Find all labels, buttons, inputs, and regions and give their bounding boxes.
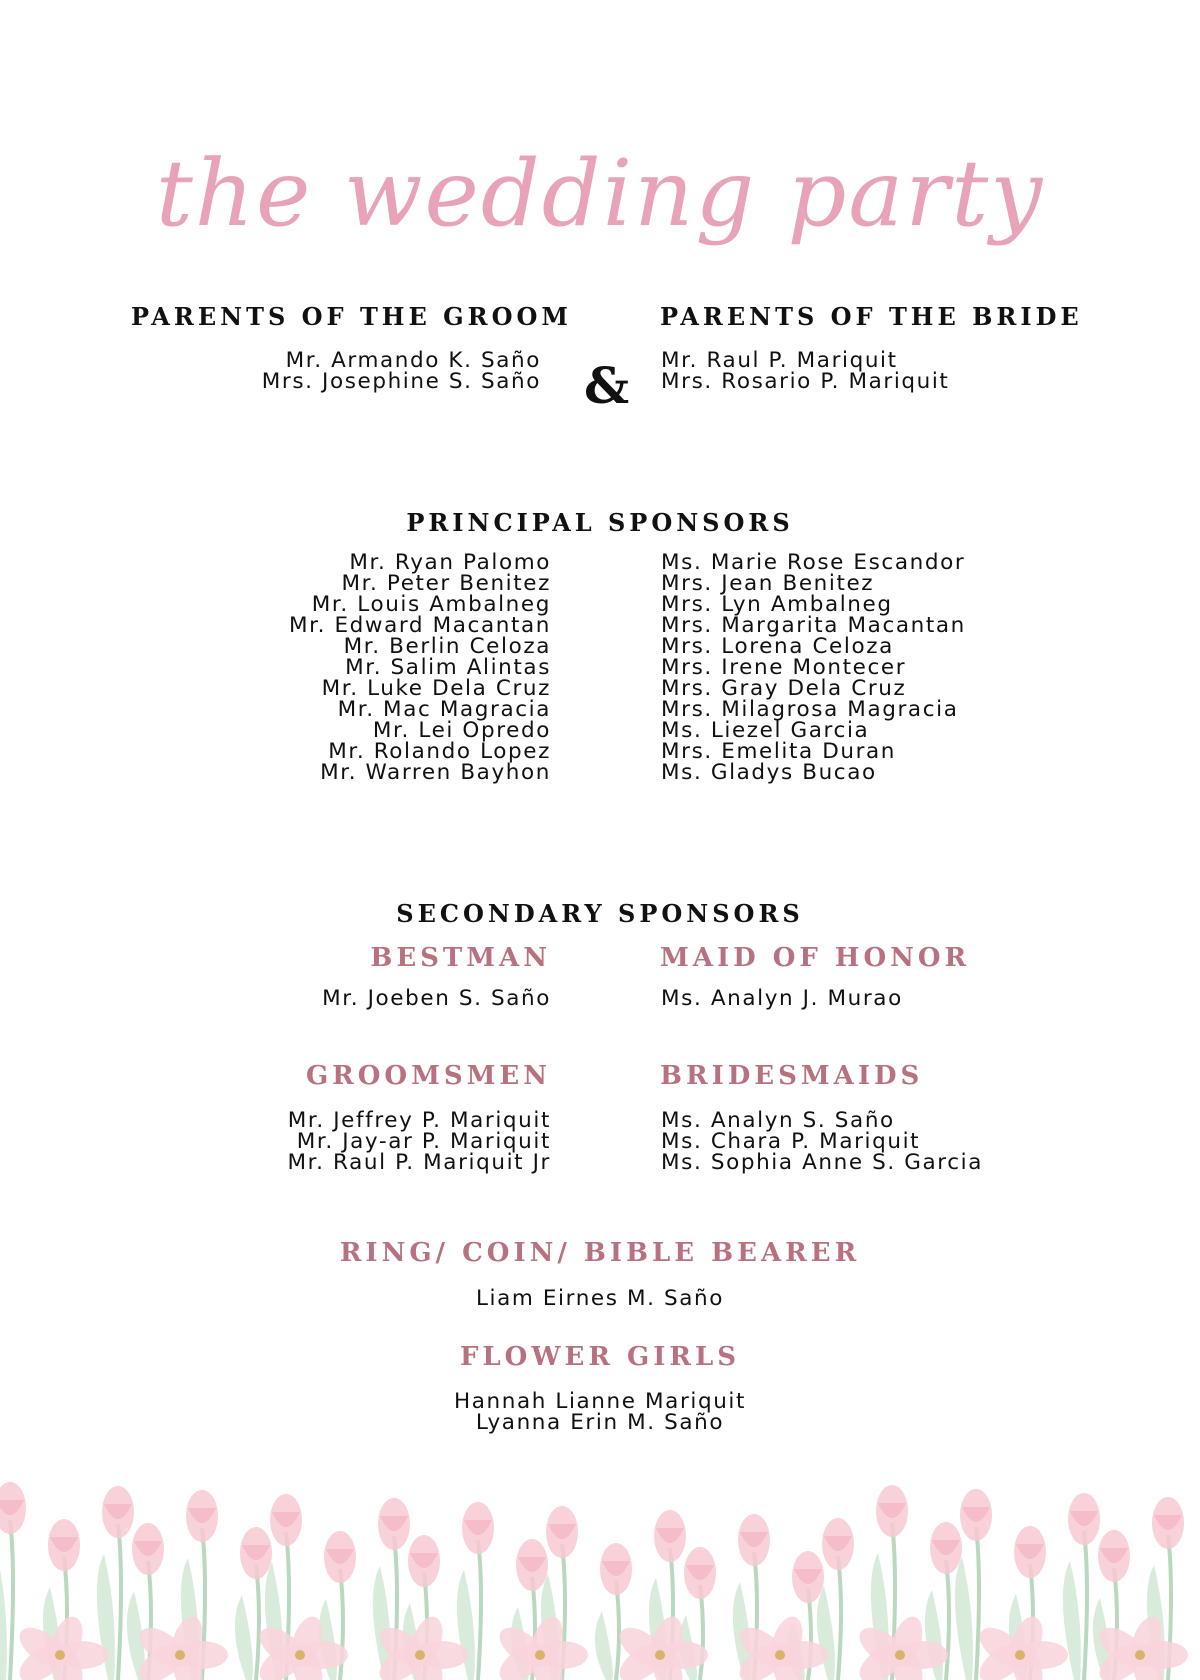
sponsor-name: Mr. Lei Opredo — [372, 718, 551, 743]
name: Mrs. Josephine S. Saño — [261, 369, 541, 394]
name: Mr. Jay-ar P. Mariquit — [296, 1129, 551, 1154]
name: Ms. Analyn S. Saño — [661, 1108, 895, 1133]
sponsor-name: Mr. Berlin Celoza — [343, 634, 551, 659]
principal-sponsors-left — [289, 552, 551, 783]
sponsor-name: Mr. Rolando Lopez — [328, 739, 551, 764]
name: Mrs. Rosario P. Mariquit — [661, 369, 950, 394]
sponsor-name: Mr. Peter Benitez — [341, 571, 551, 596]
page-title: the wedding party — [155, 140, 1045, 247]
principal-sponsors-right — [661, 552, 966, 783]
sponsor-name: Mrs. Lyn Ambalneg — [661, 592, 893, 617]
sponsor-name: Mr. Luke Dela Cruz — [321, 676, 551, 701]
name: Ms. Sophia Anne S. Garcia — [661, 1150, 983, 1175]
bestman-name: Mr. Joeben S. Saño — [322, 986, 551, 1011]
groomsmen-list — [288, 1110, 551, 1173]
sponsor-name: Mrs. Irene Montecer — [661, 655, 907, 680]
sponsor-name: Mr. Warren Bayhon — [320, 760, 551, 785]
sponsor-name: Mrs. Milagrosa Magracia — [661, 697, 959, 722]
ampersand: & — [584, 356, 630, 415]
sponsor-name: Mr. Louis Ambalneg — [311, 592, 551, 617]
sponsor-name: Mrs. Lorena Celoza — [661, 634, 894, 659]
bride-parents-heading: PARENTS OF THE BRIDE — [660, 302, 1083, 331]
bridesmaids-heading: BRIDESMAIDS — [660, 1061, 924, 1091]
sponsor-name: Ms. Gladys Bucao — [661, 760, 877, 785]
maid-of-honor-name: Ms. Analyn J. Murao — [661, 986, 903, 1011]
bridesmaids-list — [661, 1110, 983, 1173]
sponsor-name: Mrs. Margarita Macantan — [661, 613, 966, 638]
name: Ms. Chara P. Mariquit — [661, 1129, 921, 1154]
bearer-name: Liam Eirnes M. Saño — [475, 1286, 725, 1311]
sponsor-name: Ms. Marie Rose Escandor — [661, 550, 966, 575]
groomsmen-heading: GROOMSMEN — [305, 1061, 551, 1091]
groom-parents-heading: PARENTS OF THE GROOM — [131, 302, 572, 331]
sponsor-name: Mr. Ryan Palomo — [349, 550, 551, 575]
flower-girls-list — [0, 1391, 1200, 1433]
name: Mr. Raul P. Mariquit Jr — [287, 1150, 551, 1175]
name: Mr. Jeffrey P. Mariquit — [287, 1108, 551, 1133]
name: Lyanna Erin M. Saño — [475, 1410, 725, 1435]
name: Mr. Raul P. Mariquit — [661, 348, 898, 373]
sponsor-name: Mr. Mac Magracia — [337, 697, 551, 722]
sponsor-name: Mrs. Emelita Duran — [661, 739, 897, 764]
flower-girls-heading: FLOWER GIRLS — [459, 1342, 741, 1372]
principal-sponsors-heading: PRINCIPAL SPONSORS — [406, 508, 794, 537]
groom-parents-list — [262, 350, 541, 392]
bride-parents-list — [661, 350, 949, 392]
sponsor-name: Mr. Salim Alintas — [345, 655, 551, 680]
tulip-border-illustration — [0, 1470, 1200, 1680]
maid-of-honor-heading: MAID OF HONOR — [660, 943, 971, 973]
sponsor-name: Mrs. Gray Dela Cruz — [661, 676, 907, 701]
sponsor-name: Mr. Edward Macantan — [289, 613, 551, 638]
bestman-heading: BESTMAN — [370, 943, 551, 973]
sponsor-name: Ms. Liezel Garcia — [661, 718, 870, 743]
bearer-heading: RING/ COIN/ BIBLE BEARER — [339, 1238, 861, 1268]
name: Mr. Armando K. Saño — [285, 348, 541, 373]
sponsor-name: Mrs. Jean Benitez — [661, 571, 875, 596]
secondary-sponsors-heading: SECONDARY SPONSORS — [396, 899, 804, 928]
name: Hannah Lianne Mariquit — [453, 1389, 747, 1414]
